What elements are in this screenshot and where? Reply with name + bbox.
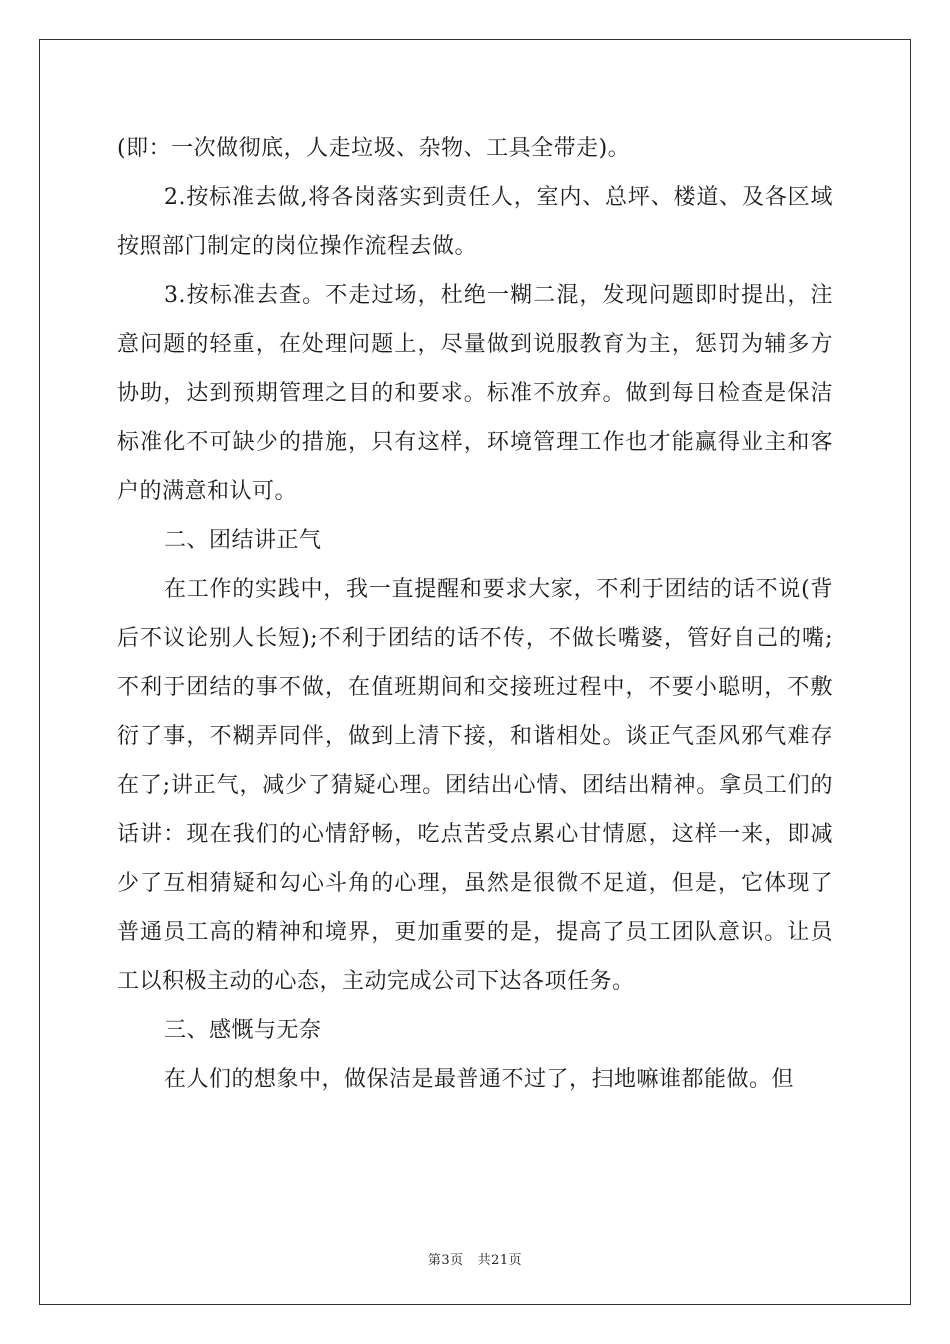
paragraph-3: 3.按标准去查。不走过场，杜绝一糊二混，发现问题即时提出，注意问题的轻重，在处理问题上，尽量做到说服教育为主，惩罚为辅多方协助，达到预期管理之目的和要求。标准不放弃。做到每日检查是保洁标准化不可缺少的措施，只有这样，环境管理工作也才能赢得业主和客户的满意和认可。 [117, 283, 833, 504]
paragraph-5: 在人们的想象中，做保洁是最普通不过了，扫地嘛谁都能做。但 [164, 1067, 795, 1092]
page-footer [0, 1249, 950, 1268]
paragraph-1: (即：一次做彻底，人走垃圾、杂物、工具全带走)。 [117, 136, 631, 161]
section-heading-3: 三、感慨与无奈 [164, 1018, 322, 1043]
paragraph-4: 在工作的实践中，我一直提醒和要求大家，不利于团结的话不说(背后不议论别人长短);不利于团结的话不传，不做长嘴婆，管好自己的嘴;不利于团结的事不做，在值班期间和交接班过程中，不要小聪明，不敷衍了事，不糊弄同伴，做到上清下接，和谐相处。谈正气歪风邪气难存在了;讲正气，减少了猜疑心理。团结出心情、团结出精神。拿员工们的话讲：现在我们的心情舒畅，吃点苦受点累心甘情愿，这样一来，即减少了互相猜疑和勾心斗角的心理，虽然是很微不足道，但是，它体现了普通员工高的精神和境界，更加重要的是，提高了员工团队意识。让员工以积极主动的心态，主动完成公司下达各项任务。 [117, 577, 833, 994]
section-heading-2: 二、团结讲正气 [164, 528, 322, 553]
document-body [117, 124, 833, 1104]
page-number: 第3页 [427, 1253, 464, 1268]
page-total: 共21页 [477, 1253, 523, 1268]
paragraph-2: 2.按标准去做,将各岗落实到责任人，室内、总坪、楼道、及各区域按照部门制定的岗位操作流程去做。 [117, 185, 833, 259]
